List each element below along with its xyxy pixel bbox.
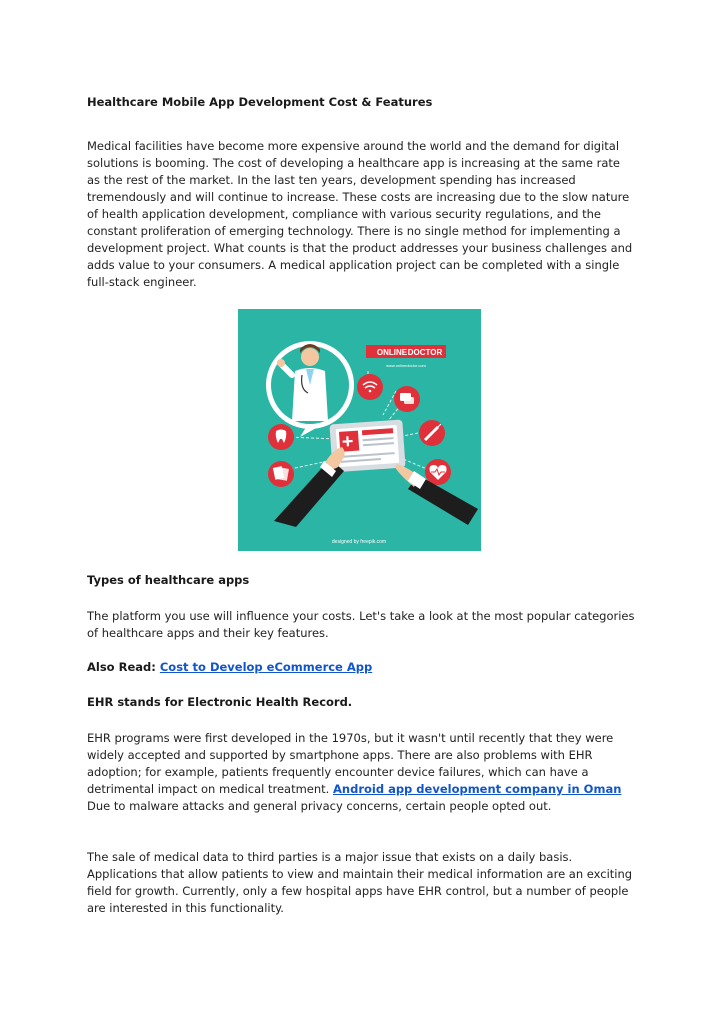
ehr-text-before: EHR programs were first developed in the 1970s, but it wasn't until recently that they were widely accepted and supported by smartphone apps. There are also problems with EHR adoption; for example, patients frequently encounter device failures, which can have a detrimental impact on medical treatment. (87, 731, 614, 796)
medical-data-paragraph: The sale of medical data to third parties is a major issue that exists on a daily basis. Applications that allow patients to view and maintain their medical information are an exciting field for growth. Currently, only a few hospital apps have EHR control, but a number of people are interested in this functionality. (87, 850, 633, 915)
intro-paragraph: Medical facilities have become more expensive around the world and the demand for digital solutions is booming. The cost of developing a healthcare app is increasing at the same rate as the rest of the market. In the last ten years, development spending has increased tremendously and will continue to increase. These costs are increasing due to the slow nature of health application development, compliance with various security regulations, and the constant proliferation of emerging technology. There is no single method for implementing a development project. What counts is that the product addresses your business challenges and adds value to your consumers. A medical application project can be completed with a single full-stack engineer. (87, 139, 633, 289)
freepik-credit: designed by freepik.com (331, 539, 387, 545)
syringe-icon (419, 420, 445, 446)
types-heading: Types of healthcare apps (87, 573, 250, 587)
also-read-line (87, 660, 372, 674)
badge-url: www.onlinedoctor.com (386, 363, 426, 368)
also-read-label: Also Read: (87, 660, 156, 674)
page-title: Healthcare Mobile App Development Cost & Features (87, 95, 433, 109)
wifi-icon (357, 374, 383, 400)
chat-icon (394, 386, 420, 412)
prescription-icon (268, 461, 294, 487)
tablet-device (329, 419, 405, 472)
types-paragraph: The platform you use will influence your costs. Let's take a look at the most popular categories of healthcare apps and their key features. (87, 609, 635, 640)
badge-text-online: ONLINE (376, 348, 408, 357)
ehr-heading: EHR stands for Electronic Health Record. (87, 695, 353, 709)
heart-pulse-icon (425, 459, 451, 485)
badge-text-doctor: DOCTOR (407, 348, 443, 357)
ehr-text-after: Due to malware attacks and general privacy concerns, certain people opted out. (87, 799, 552, 813)
online-doctor-illustration (238, 309, 481, 551)
tooth-icon (268, 424, 294, 450)
ecommerce-cost-link[interactable]: Cost to Develop eCommerce App (159, 660, 373, 674)
android-company-oman-link[interactable]: Android app development company in Oman (333, 782, 622, 796)
ehr-paragraph (87, 730, 635, 815)
